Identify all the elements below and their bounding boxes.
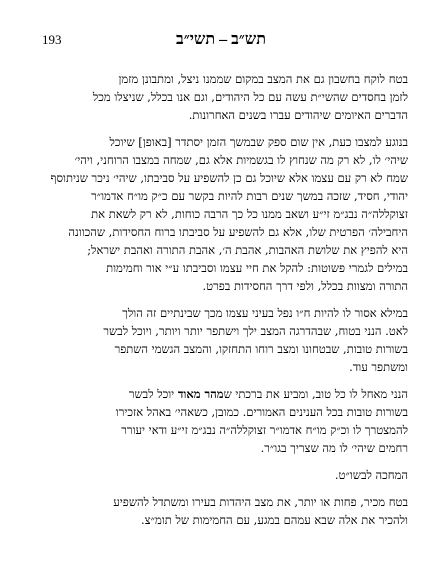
text-line: לאט. הנני בטוח, שבהדרגה המצב ילך וישתפר יותר ויותר, ויוכל לבשר [103, 324, 408, 338]
text-line: שמח לא רק עם עצמו אלא שיוכל גם כן להשפיע על סביבתו, שיהי׳ ניכר שניתוסף [50, 171, 408, 185]
page-number: 193 [42, 32, 62, 47]
closing-line: המחכה לבשו״ט. [334, 468, 408, 482]
text-line: היא להפיץ את שלושת האהבות, אהבת ה׳, אהבת התורה ואהבת ישראל; [87, 243, 408, 257]
text-run: יוכל לבשר [128, 387, 178, 401]
letter-body [36, 70, 408, 538]
paragraph-closing [36, 466, 408, 484]
text-line: שיהי׳ לו, לא רק מה שנחוץ לו בגשמיות אלא גם, שמחה במצבו הרוחני, ויהי׳ [74, 153, 408, 167]
emphasized-text: מהר מאוד [177, 387, 224, 401]
paragraph-3 [36, 304, 408, 376]
text-line: היחבילה׳ הפרטית שלו, אלא גם להשפיע על סביבתו ברוח החסידות, שהכוונה [68, 225, 408, 239]
text-line: ומשתפר עוד. [349, 360, 408, 374]
text-line: במילים לגמרי פשוטות: להקל את חיי עצמו וסביבתו ע״י אור וחמימות [106, 261, 408, 275]
text-line: להמצטרך לו וכ״ק מו״ח אדמו״ר זצוקללה״ה נבג״מ זי״ע ודאי יעורר [121, 423, 408, 437]
text-line: ולהכיר את אלה שבא עמהם במגע, עם החמימות של תומ״צ. [140, 513, 408, 527]
text-line-with-emphasis [36, 385, 408, 403]
paragraph-1 [36, 70, 408, 124]
text-line: יהודי, חסיד, שזכה במשך שנים רבות להיות בקשר עם כ״ק מו״ח אדמו״ר [91, 189, 408, 203]
running-header-title: תש״ב – תשי״ב [176, 31, 266, 48]
text-line: במילא אסור לו להיות ח״ו נפל בעיני עצמו מכך שבינתיים זה הולך [122, 306, 408, 320]
text-line: בנוגע למצבו כעת, אין שום ספק שבמשך הזמן יסתדר [באופן] שיוכל [109, 135, 408, 149]
paragraph-4 [36, 385, 408, 457]
text-line: רחמים שיהי׳ לו מה שצריך בגו״ר. [260, 441, 408, 455]
text-line: הדברים האיומים שיהודים עברו בשנים האחרונות. [188, 108, 408, 122]
text-line: התורה ומצוות בכלל, ולפי דרך החסידות בפרט. [202, 279, 408, 293]
text-line: בשורות טובות, שבטחונו ומצב רוחו התחזקו, והמצב הגשמי השתפר [114, 342, 408, 356]
paragraph-2 [36, 133, 408, 295]
text-line: זצוקללה״ה נבג״מ זי״ע ושאב ממנו כל כך הרבה כוחות, לא רק לשאת את [91, 207, 408, 221]
text-line: לזמן בחסדים שהשי״ת עשה עם כל היהודים, וגם אנו בכלל, שניצלו מכל [92, 90, 408, 104]
paragraph-postscript [36, 493, 408, 529]
text-line: בטח לוקח בחשבון גם את המצב במקום שממנו ניצל, ומתבונן מזמן [118, 72, 408, 86]
text-run: הנני מאחל לו כל טוב, ומביע את ברכתי ש [223, 387, 408, 401]
text-line: בטח מכיר, פחות או יותר, את מצב היהדות בעירו ומשתדל להשפיע [113, 495, 408, 509]
text-line: בשורות טובות בכל הענינים האמורים. כמובן, כשאהי׳ באהל אזכירו [115, 405, 408, 419]
